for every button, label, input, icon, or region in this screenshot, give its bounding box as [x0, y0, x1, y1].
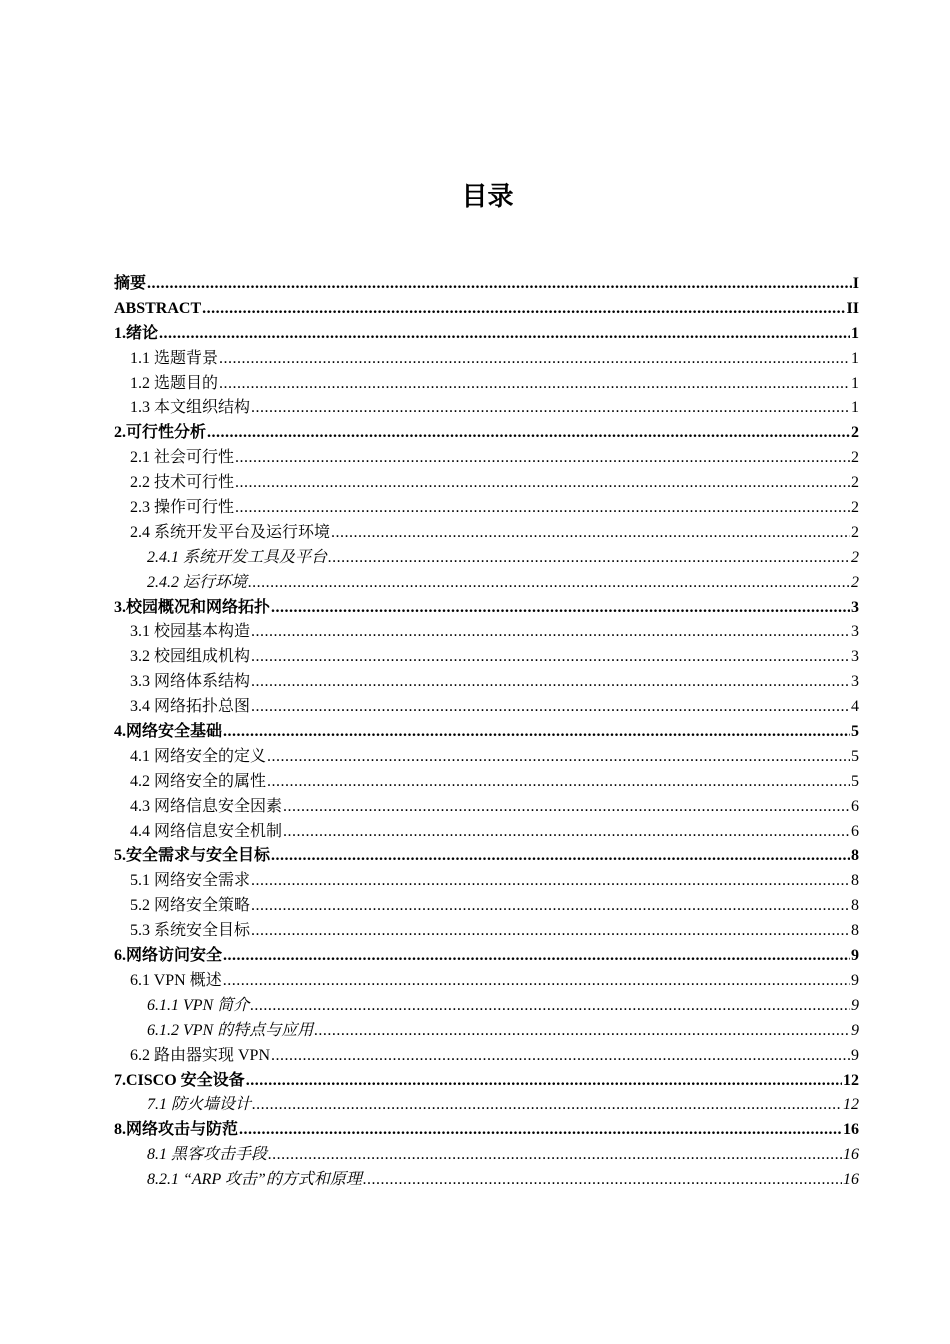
toc-entry-title: 6.1.2 VPN 的特点与应用: [147, 1021, 314, 1039]
toc-entry-page: 3: [851, 598, 859, 616]
toc-leader-dots: [271, 1044, 850, 1069]
toc-entry-page: 8: [851, 847, 859, 865]
toc-entry[interactable]: [114, 695, 859, 720]
toc-leader-dots: [251, 695, 850, 720]
toc-entry-page: 12: [843, 1071, 859, 1089]
toc-entry-page: 9: [851, 1046, 859, 1064]
toc-entry-title: 2.4.2 运行环境: [147, 573, 248, 591]
toc-leader-dots: [267, 770, 850, 795]
toc-entry-page: 2: [851, 474, 859, 492]
toc-entry[interactable]: [114, 446, 859, 471]
toc-entry-page: 5: [851, 723, 859, 741]
toc-entry[interactable]: [114, 645, 859, 670]
toc-entry-page: I: [852, 275, 859, 292]
toc-leader-dots: [251, 670, 850, 695]
toc-entry-title: 3.3 网络体系结构: [130, 673, 251, 691]
toc-entry[interactable]: [114, 1069, 859, 1094]
toc-entry-title: 1.3 本文组织结构: [130, 399, 251, 417]
toc-entry-title: 4.1 网络安全的定义: [130, 747, 267, 765]
toc-leader-dots: [268, 1143, 842, 1168]
toc-entry[interactable]: [114, 844, 859, 869]
toc-leader-dots: [251, 894, 850, 919]
toc-entry[interactable]: [114, 1093, 859, 1118]
toc-entry[interactable]: [114, 272, 859, 297]
toc-entry-title: 7.CISCO 安全设备: [114, 1071, 245, 1089]
toc-entry-page: 5: [851, 747, 859, 765]
toc-entry-page: 16: [843, 1171, 859, 1189]
toc-leader-dots: [314, 1019, 850, 1044]
toc-entry-title: 2.4 系统开发平台及运行环境: [130, 523, 331, 541]
toc-leader-dots: [202, 297, 845, 322]
toc-leader-dots: [363, 1168, 842, 1193]
toc-entry-page: 1: [851, 374, 859, 392]
toc-entry[interactable]: [114, 1044, 859, 1069]
toc-entry-page: 9: [851, 947, 859, 965]
toc-entry-title: 2.3 操作可行性: [130, 499, 235, 517]
toc-entry[interactable]: [114, 969, 859, 994]
toc-entry-page: 2: [851, 573, 859, 591]
toc-entry-title: 6.2 路由器实现 VPN: [130, 1046, 271, 1064]
toc-leader-dots: [246, 1069, 842, 1094]
toc-entry-page: 8: [851, 872, 859, 890]
toc-entry-title: 7.1 防火墙设计: [147, 1096, 252, 1114]
toc-entry-title: 1.绪论: [114, 324, 159, 342]
toc-entry-page: 2: [851, 523, 859, 541]
toc-entry-title: 3.4 网络拓扑总图: [130, 698, 251, 716]
toc-leader-dots: [248, 571, 850, 596]
toc-entry[interactable]: [114, 546, 859, 571]
toc-entry-title: 2.2 技术可行性: [130, 474, 235, 492]
toc-entry-title: 5.安全需求与安全目标: [114, 847, 271, 865]
toc-entry-page: 8: [851, 897, 859, 915]
toc-entry-title: 2.4.1 系统开发工具及平台: [147, 548, 328, 566]
toc-entry-title: 3.2 校园组成机构: [130, 648, 251, 666]
toc-entry[interactable]: [114, 1143, 859, 1168]
toc-entry[interactable]: [114, 571, 859, 596]
toc-entry-page: 3: [851, 648, 859, 666]
toc-entry-title: 4.4 网络信息安全机制: [130, 822, 283, 840]
toc-entry-title: 3.1 校园基本构造: [130, 623, 251, 641]
toc-entry-title: ABSTRACT: [114, 299, 202, 317]
toc-entry[interactable]: [114, 496, 859, 521]
toc-entry-page: 6: [851, 797, 859, 815]
toc-entry-page: 9: [851, 1021, 859, 1039]
toc-leader-dots: [283, 795, 850, 820]
toc-entry[interactable]: [114, 869, 859, 894]
toc-leader-dots: [251, 869, 850, 894]
toc-entry[interactable]: [114, 322, 859, 347]
toc-entry-title: 5.2 网络安全策略: [130, 897, 251, 915]
toc-entry-page: 9: [851, 996, 859, 1014]
toc-entry-title: 8.网络攻击与防范: [114, 1121, 239, 1139]
toc-leader-dots: [223, 944, 850, 969]
toc-entry[interactable]: [114, 1118, 859, 1143]
toc-leader-dots: [328, 546, 850, 571]
toc-entry-title: 5.1 网络安全需求: [130, 872, 251, 890]
toc-entry-page: 4: [851, 698, 859, 716]
toc-entry[interactable]: [114, 670, 859, 695]
toc-leader-dots: [331, 521, 850, 546]
toc-entry[interactable]: [114, 770, 859, 795]
toc-entry[interactable]: [114, 894, 859, 919]
toc-entry[interactable]: [114, 820, 859, 845]
toc-entry-title: 6.1.1 VPN 简介: [147, 996, 250, 1014]
toc-entry-page: 16: [843, 1121, 859, 1139]
toc-entry-page: 2: [851, 499, 859, 517]
toc-entry[interactable]: [114, 372, 859, 397]
toc-entry[interactable]: [114, 1168, 859, 1193]
toc-entry[interactable]: [114, 720, 859, 745]
toc-entry[interactable]: [114, 396, 859, 421]
toc-entry-page: 6: [851, 822, 859, 840]
toc-entry-title: 4.2 网络安全的属性: [130, 772, 267, 790]
toc-entry[interactable]: [114, 421, 859, 446]
toc-leader-dots: [251, 919, 850, 944]
toc-entry[interactable]: [114, 795, 859, 820]
toc-leader-dots: [250, 994, 850, 1019]
toc-entry[interactable]: [114, 745, 859, 770]
toc-entry[interactable]: [114, 1019, 859, 1044]
toc-leader-dots: [223, 720, 850, 745]
toc-leader-dots: [252, 1093, 842, 1118]
toc-entry-page: 2: [851, 424, 859, 442]
toc-entry[interactable]: [114, 994, 859, 1019]
toc-entry[interactable]: [114, 471, 859, 496]
toc-entry-title: 6.1 VPN 概述: [130, 971, 222, 989]
toc-entry-page: 9: [851, 971, 859, 989]
toc-leader-dots: [223, 969, 850, 994]
toc-entry-page: II: [846, 299, 859, 317]
toc-entry-page: 2: [851, 548, 859, 566]
toc-entry-title: 1.1 选题背景: [130, 349, 219, 367]
toc-entry-page: 8: [851, 922, 859, 940]
toc-entry-title: 摘要: [114, 275, 147, 292]
toc-entry[interactable]: [114, 944, 859, 969]
toc-entry-page: 5: [851, 772, 859, 790]
toc-entry-page: 1: [851, 349, 859, 367]
toc-leader-dots: [251, 620, 850, 645]
toc-entry-title: 1.2 选题目的: [130, 374, 219, 392]
toc-leader-dots: [159, 322, 850, 347]
toc-leader-dots: [251, 645, 850, 670]
toc-entry[interactable]: [114, 596, 859, 621]
toc-entry-title: 4.网络安全基础: [114, 723, 223, 741]
toc-leader-dots: [235, 446, 850, 471]
toc-leader-dots: [251, 396, 850, 421]
toc-entry-title: 5.3 系统安全目标: [130, 922, 251, 940]
toc-leader-dots: [235, 496, 850, 521]
toc-leader-dots: [239, 1118, 842, 1143]
toc-entry[interactable]: [114, 521, 859, 546]
toc-leader-dots: [271, 596, 850, 621]
toc-entry[interactable]: [114, 347, 859, 372]
toc-entry-page: 3: [851, 673, 859, 691]
toc-entry-page: 1: [851, 399, 859, 417]
toc-entry-page: 3: [851, 623, 859, 641]
toc-entry-page: 16: [843, 1146, 859, 1164]
toc-leader-dots: [267, 745, 850, 770]
toc-entry-title: 8.2.1 “ARP 攻击”的方式和原理: [147, 1171, 362, 1189]
toc-leader-dots: [147, 272, 852, 297]
toc-entry-title: 3.校园概况和网络拓扑: [114, 598, 271, 616]
toc-leader-dots: [207, 421, 850, 446]
toc-leader-dots: [271, 844, 850, 869]
toc-leader-dots: [283, 820, 850, 845]
table-of-contents: [114, 272, 859, 1193]
toc-leader-dots: [219, 372, 850, 397]
toc-entry-page: 12: [843, 1096, 859, 1114]
toc-entry-page: 2: [851, 449, 859, 467]
toc-entry[interactable]: [114, 297, 859, 322]
toc-leader-dots: [219, 347, 850, 372]
toc-entry[interactable]: [114, 919, 859, 944]
toc-entry-title: 6.网络访问安全: [114, 947, 223, 965]
toc-entry[interactable]: [114, 620, 859, 645]
toc-entry-title: 2.1 社会可行性: [130, 449, 235, 467]
toc-leader-dots: [235, 471, 850, 496]
toc-entry-page: 1: [851, 324, 859, 342]
toc-entry-title: 4.3 网络信息安全因素: [130, 797, 283, 815]
toc-entry-title: 2.可行性分析: [114, 424, 207, 442]
toc-entry-title: 8.1 黑客攻击手段: [147, 1146, 268, 1164]
page-title: 目录: [461, 182, 514, 212]
